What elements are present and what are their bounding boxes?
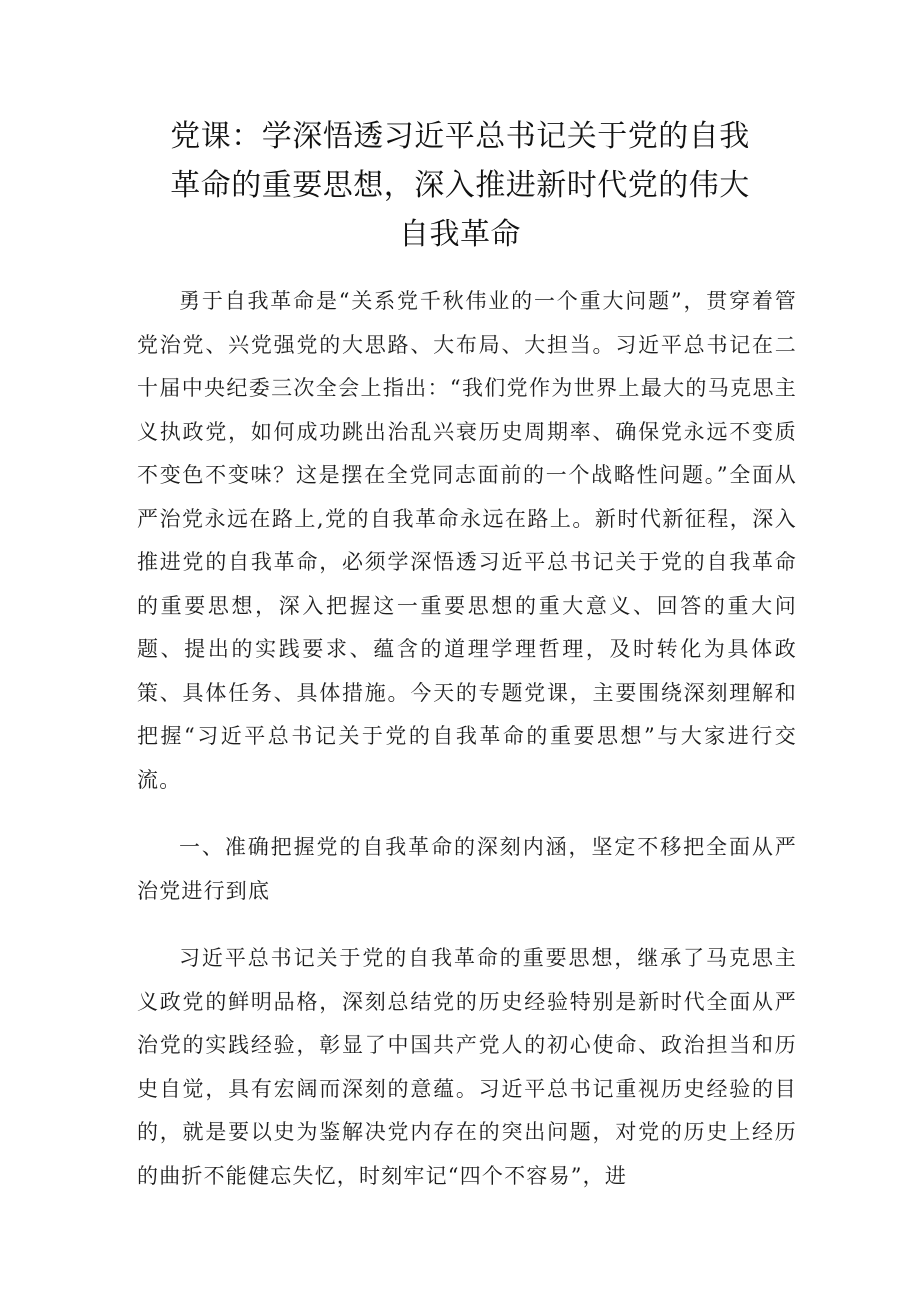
title-line-3: 自我革命 xyxy=(399,217,521,252)
paragraph-spacer xyxy=(137,802,797,826)
paragraph-spacer xyxy=(137,913,797,937)
title-line-1: 党课：学深悟透习近平总书记关于党的自我 xyxy=(170,119,750,154)
document-body xyxy=(137,280,797,1198)
intro-paragraph: 勇于自我革命是“关系党千秋伟业的一个重大问题”，贯穿着管党治党、兴党强党的大思路、大布局、大担当。习近平总书记在二十届中央纪委三次全会上指出：“我们党作为世界上最大的马克思主义执政党，如何成功跳出治乱兴衰历史周期率、确保党永远不变质不变色不变味？这是摆在全党同志面前的一个战略性问题。”全面从严治党永远在路上,党的自我革命永远在路上。新时代新征程，深入推进党的自我革命，必须学深悟透习近平总书记关于党的自我革命的重要思想，深入把握这一重要思想的重大意义、回答的重大问题、提出的实践要求、蕴含的道理学理哲理，及时转化为具体政策、具体任务、具体措施。今天的专题党课，主要围绕深刻理解和把握“习近平总书记关于党的自我革命的重要思想”与大家进行交流。 xyxy=(137,289,797,792)
section-heading: 一、准确把握党的自我革命的深刻内涵，坚定不移把全面从严治党进行到底 xyxy=(137,835,797,903)
document-title xyxy=(150,112,770,259)
section-paragraph: 习近平总书记关于党的自我革命的重要思想，继承了马克思主义政党的鲜明品格，深刻总结党的历史经验特别是新时代全面从严治党的实践经验，彰显了中国共产党人的初心使命、政治担当和历史自觉，具有宏阔而深刻的意蕴。习近平总书记重视历史经验的目的，就是要以史为鉴解决党内存在的突出问题，对党的历史上经历的曲折不能健忘失忆，时刻牢记“四个不容易”，进 xyxy=(137,946,797,1188)
title-line-2: 革命的重要思想，深入推进新时代党的伟大 xyxy=(170,168,750,203)
